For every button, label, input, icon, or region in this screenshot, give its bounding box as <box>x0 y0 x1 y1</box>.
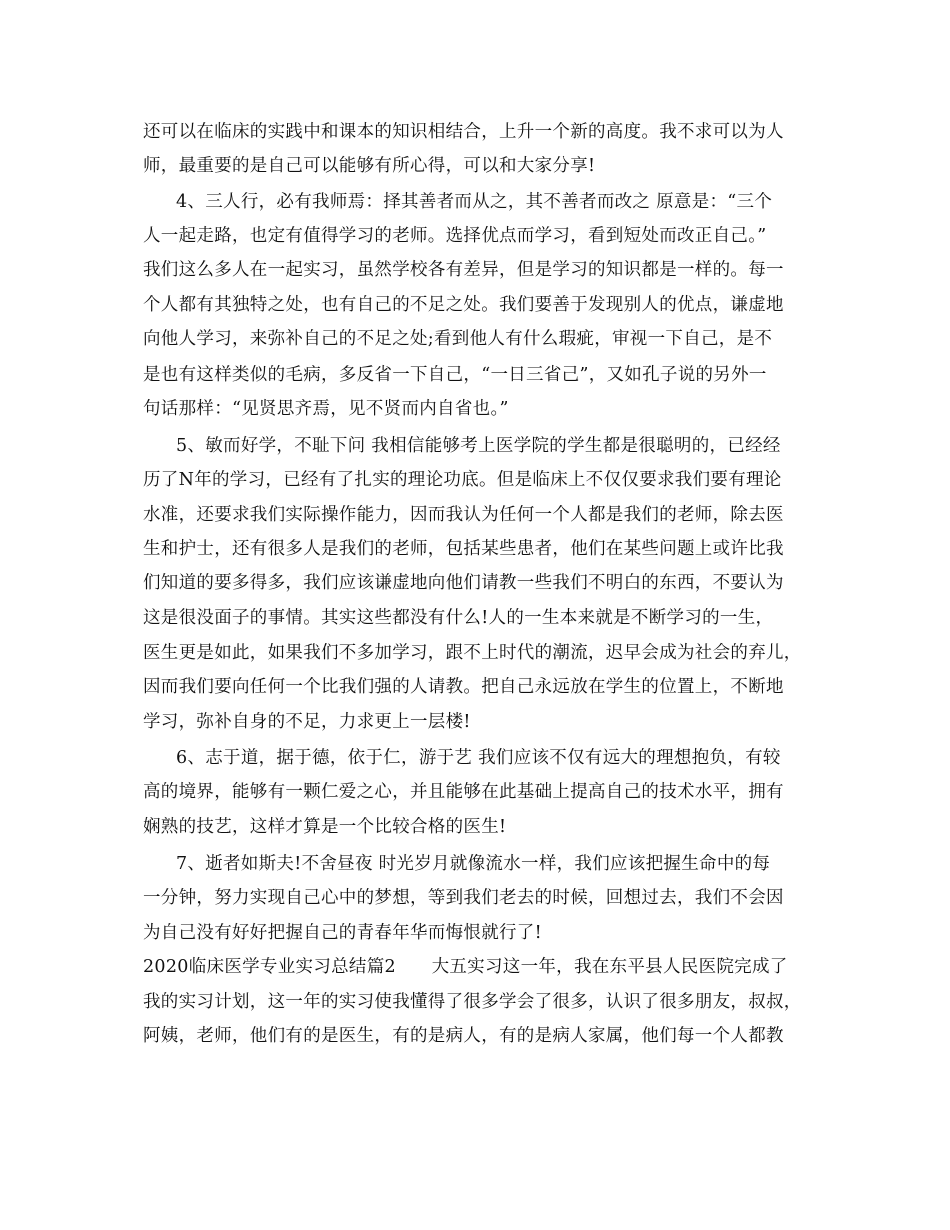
text-line: 阿姨，老师，他们有的是医生，有的是病人，有的是病人家属，他们每一个人都教 <box>143 1026 784 1046</box>
text-line: 个人都有其独特之处，也有自己的不足之处。我们要善于发现别人的优点，谦虚地 <box>143 295 784 315</box>
text-line: 生和护士，还有很多人是我们的老师，包括某些患者，他们在某些问题上或许比我 <box>143 539 784 559</box>
paragraph-4-heading-line: 4、三人行，必有我师焉：择其善者而从之，其不善者而改之 原意是：“三个 <box>176 192 773 212</box>
text-line: 们知道的要多得多，我们应该谦虚地向他们请教一些我们不明白的东西，不要认为 <box>143 573 784 593</box>
text-line: 高的境界，能够有一颗仁爱之心，并且能够在此基础上提高自己的技术水平，拥有 <box>143 782 784 802</box>
text-line: 历了N年的学习，已经有了扎实的理论功底。但是临床上不仅仅要求我们要有理论 <box>143 470 782 490</box>
text-line: 师，最重要的是自己可以能够有所心得，可以和大家分享! <box>143 156 596 176</box>
section-2-heading-line: 2020临床医学专业实习总结篇2 大五实习这一年，我在东平县人民医院完成了 <box>143 957 788 977</box>
text-line: 娴熟的技艺，这样才算是一个比较合格的医生! <box>143 817 507 837</box>
text-line: 为自己没有好好把握自己的青春年华而悔恨就行了! <box>143 923 542 943</box>
text-line: 人一起走路，也定有值得学习的老师。选择优点而学习，看到短处而改正自己。” <box>143 226 767 246</box>
paragraph-5-heading-line: 5、敏而好学，不耻下问 我相信能够考上医学院的学生都是很聪明的，已经经 <box>176 436 781 456</box>
text-line: 一分钟，努力实现自己心中的梦想，等到我们老去的时候，回想过去，我们不会因 <box>143 888 784 908</box>
text-line: 我们这么多人在一起实习，虽然学校各有差异，但是学习的知识都是一样的。每一 <box>143 260 784 280</box>
text-line: 学习，弥补自身的不足，力求更上一层楼! <box>143 712 471 732</box>
text-line: 这是很没面子的事情。其实这些都没有什么!人的一生本来就是不断学习的一生， <box>143 608 774 628</box>
text-line: 向他人学习，来弥补自己的不足之处;看到他人有什么瑕疵，审视一下自己，是不 <box>143 329 773 349</box>
paragraph-7-heading-line: 7、逝者如斯夫!不舍昼夜 时光岁月就像流水一样，我们应该把握生命中的每 <box>176 854 771 874</box>
text-line: 医生更是如此，如果我们不多加学习，跟不上时代的潮流，迟早会成为社会的弃儿， <box>143 643 802 663</box>
text-line: 水准，还要求我们实际操作能力，因而我认为任何一个人都是我们的老师，除去医 <box>143 505 784 525</box>
text-line: 因而我们要向任何一个比我们强的人请教。把自己永远放在学生的位置上，不断地 <box>143 677 784 697</box>
paragraph-6-heading-line: 6、志于道，据于德，依于仁，游于艺 我们应该不仅有远大的理想抱负，有较 <box>176 748 781 768</box>
text-line: 句话那样：“见贤思齐焉，见不贤而内自省也。” <box>143 399 509 419</box>
text-line: 还可以在临床的实践中和课本的知识相结合，上升一个新的高度。我不求可以为人 <box>143 122 784 142</box>
text-line: 是也有这样类似的毛病，多反省一下自己，“一日三省己”，又如孔子说的另外一 <box>143 365 767 385</box>
text-line: 我的实习计划，这一年的实习使我懂得了很多学会了很多，认识了很多朋友，叔叔， <box>143 992 802 1012</box>
